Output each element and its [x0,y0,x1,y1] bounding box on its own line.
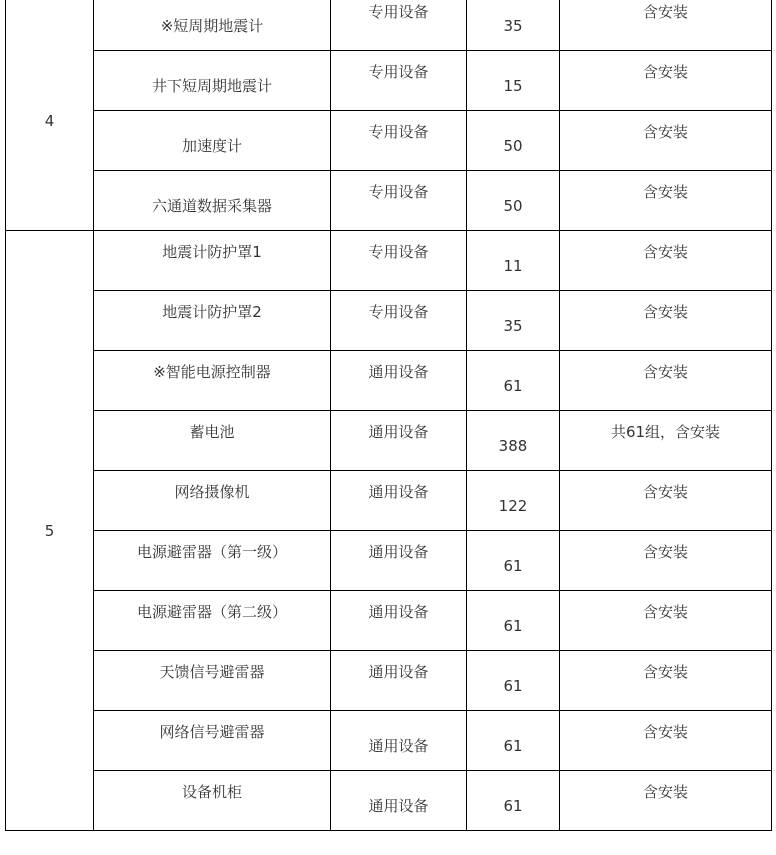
table-row [6,651,772,711]
item-note: 含安装 [642,63,688,81]
item-type-cell [331,711,467,771]
item-type-cell [331,51,467,111]
item-name-cell [94,231,331,291]
item-name-cell [94,351,331,411]
item-quantity-cell [467,0,560,51]
item-note-cell [560,471,772,531]
item-note-cell [560,0,772,51]
table-row [6,471,772,531]
item-name-cell [94,411,331,471]
item-type: 专用设备 [368,3,429,21]
item-note: 共61组，含安装 [610,423,721,441]
item-type-cell [331,411,467,471]
item-name-cell [94,711,331,771]
item-quantity: 61 [503,617,523,635]
item-name: 天馈信号避雷器 [159,663,265,681]
table-row [6,231,772,291]
item-note-cell [560,711,772,771]
item-type-cell [331,291,467,351]
item-note-cell [560,771,772,831]
item-quantity: 50 [503,197,523,215]
item-quantity-cell [467,471,560,531]
item-note: 含安装 [642,483,688,501]
item-note-cell [560,591,772,651]
item-quantity-cell [467,231,560,291]
item-type-cell [331,651,467,711]
item-note: 含安装 [642,723,688,741]
item-type-cell [331,351,467,411]
item-name-cell [94,471,331,531]
item-type: 通用设备 [368,737,429,755]
item-name-cell [94,0,331,51]
item-quantity: 61 [503,797,523,815]
table-row [6,291,772,351]
item-name: 加速度计 [181,137,242,155]
item-type: 通用设备 [368,797,429,815]
item-type-cell [331,771,467,831]
table-row [6,711,772,771]
item-quantity-cell [467,651,560,711]
table-row [6,111,772,171]
item-note-cell [560,351,772,411]
item-quantity: 35 [503,317,523,335]
item-note: 含安装 [642,603,688,621]
item-name-cell [94,651,331,711]
item-note-cell [560,51,772,111]
table-row [6,771,772,831]
item-quantity-cell [467,591,560,651]
table-row [6,531,772,591]
equipment-table [5,0,772,831]
item-quantity: 35 [503,17,523,35]
item-type-cell [331,531,467,591]
item-quantity: 15 [503,77,523,95]
table-row [6,0,772,51]
item-quantity: 50 [503,137,523,155]
item-name: ※短周期地震计 [160,17,264,35]
item-type-cell [331,231,467,291]
item-note: 含安装 [642,663,688,681]
item-type: 通用设备 [368,483,429,501]
item-note: 含安装 [642,783,688,801]
item-type-cell [331,471,467,531]
item-quantity-cell [467,291,560,351]
item-type: 专用设备 [368,303,429,321]
item-quantity-cell [467,111,560,171]
item-quantity: 61 [503,557,523,575]
item-quantity: 388 [498,437,528,455]
item-name-cell [94,591,331,651]
item-name: ※智能电源控制器 [153,363,271,381]
item-type: 通用设备 [368,543,429,561]
table-row [6,171,772,231]
item-name: 设备机柜 [181,783,242,801]
item-note: 含安装 [642,543,688,561]
item-type-cell [331,0,467,51]
item-note: 含安装 [642,243,688,261]
table-row [6,351,772,411]
item-name: 电源避雷器（第一级） [136,543,287,561]
item-name-cell [94,291,331,351]
item-quantity: 61 [503,737,523,755]
item-quantity: 122 [498,497,528,515]
item-name: 电源避雷器（第二级） [136,603,287,621]
item-quantity: 61 [503,677,523,695]
item-name-cell [94,171,331,231]
item-name-cell [94,531,331,591]
item-name-cell [94,51,331,111]
item-type: 通用设备 [368,603,429,621]
item-quantity-cell [467,711,560,771]
item-type: 专用设备 [368,63,429,81]
table-row [6,411,772,471]
item-note: 含安装 [642,303,688,321]
group-number: 4 [6,0,94,231]
item-type: 专用设备 [368,183,429,201]
table-row [6,591,772,651]
item-type: 通用设备 [368,663,429,681]
item-type-cell [331,111,467,171]
item-name: 地震计防护罩2 [162,303,262,321]
item-name: 网络摄像机 [174,483,250,501]
item-name: 六通道数据采集器 [151,197,272,215]
item-quantity: 61 [503,377,523,395]
item-quantity-cell [467,411,560,471]
item-quantity-cell [467,771,560,831]
item-name: 网络信号避雷器 [159,723,265,741]
item-quantity-cell [467,351,560,411]
item-quantity-cell [467,171,560,231]
item-quantity-cell [467,51,560,111]
item-name: 蓄电池 [189,423,235,441]
item-note-cell [560,531,772,591]
item-note-cell [560,651,772,711]
table-row [6,51,772,111]
item-quantity-cell [467,531,560,591]
item-note: 含安装 [642,123,688,141]
item-name-cell [94,771,331,831]
item-note-cell [560,291,772,351]
item-type: 通用设备 [368,363,429,381]
item-name: 地震计防护罩1 [162,243,262,261]
item-note: 含安装 [642,3,688,21]
item-name: 井下短周期地震计 [151,77,272,95]
item-note-cell [560,411,772,471]
item-type: 专用设备 [368,123,429,141]
item-type: 通用设备 [368,423,429,441]
item-note-cell [560,111,772,171]
group-number: 5 [6,231,94,831]
item-note: 含安装 [642,183,688,201]
item-note: 含安装 [642,363,688,381]
item-type: 专用设备 [368,243,429,261]
item-note-cell [560,171,772,231]
item-type-cell [331,171,467,231]
item-type-cell [331,591,467,651]
item-name-cell [94,111,331,171]
item-quantity: 11 [503,257,523,275]
item-note-cell [560,231,772,291]
